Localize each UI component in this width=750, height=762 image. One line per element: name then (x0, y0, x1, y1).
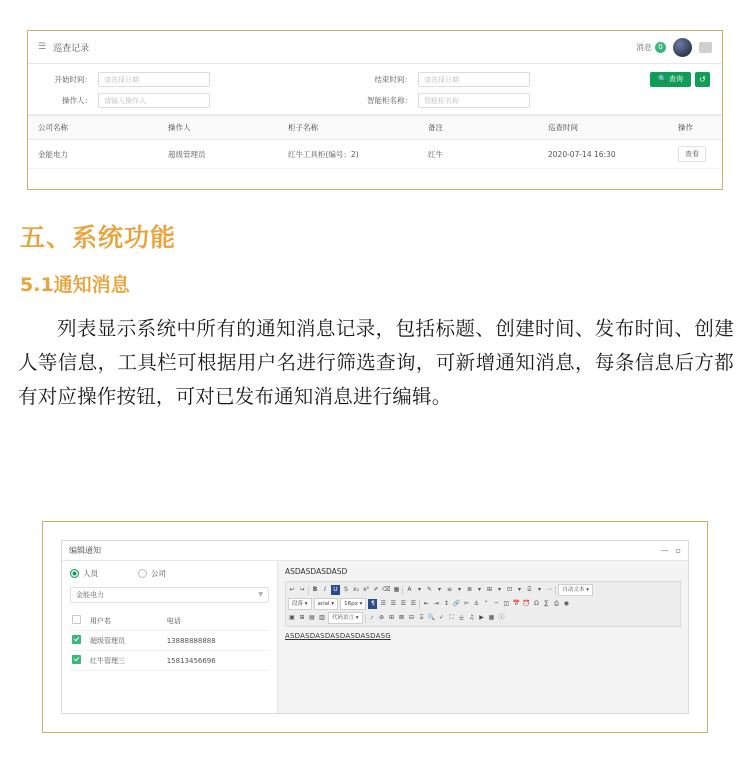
table-row (70, 651, 269, 671)
align-justify-icon[interactable]: ☰ (410, 600, 417, 607)
cabinet-name-input[interactable]: 智能柜名称 (418, 93, 530, 108)
paragraph-style-value: 段落 ▾ (292, 601, 308, 607)
insert-image-icon[interactable]: ▣ (289, 614, 295, 621)
editor-doc-title: ASDASDASDASD (285, 567, 348, 576)
editor-content[interactable]: ASDASDASDASDASDASDASG (285, 632, 391, 640)
radio-unselected-icon (138, 569, 147, 578)
checkbox-select-all[interactable] (72, 615, 81, 624)
th-time: 巡查时间 (538, 116, 668, 140)
italic-icon[interactable]: I (324, 586, 326, 593)
company-select[interactable] (70, 587, 269, 603)
radio-person[interactable] (70, 568, 98, 579)
filter-bar (28, 64, 722, 115)
cell-cabinet: 红牛工具柜(编号：2) (278, 140, 418, 169)
operator-input[interactable]: 请输入操作人 (98, 93, 210, 108)
th-select-all[interactable] (70, 611, 88, 631)
music-icon[interactable]: ♫ (468, 614, 475, 621)
highlight-color-icon[interactable]: ▦ (393, 586, 400, 593)
indent-decrease-icon[interactable]: ⇤ (423, 600, 429, 607)
bold-icon[interactable]: B (312, 586, 318, 593)
cell-time: 2020-07-14 16:30 (538, 140, 668, 169)
split-cells-icon[interactable]: ⊛ (379, 614, 385, 621)
cell-username: 红牛管理三 (88, 651, 165, 671)
dialog-title-bar (62, 541, 688, 561)
filter-row-2 (40, 93, 710, 108)
app-icon[interactable] (699, 42, 712, 53)
th-remark: 备注 (418, 116, 538, 140)
editor-toolbar (285, 581, 681, 627)
app-top-bar (28, 31, 722, 64)
end-time-label: 结束时间： (374, 75, 412, 84)
recipient-type-radios (70, 568, 269, 579)
cell-phone: 15813456696 (165, 651, 269, 671)
font-family-value: arial ▾ (317, 601, 335, 607)
sub-heading: 5.1通知消息 (20, 274, 130, 296)
anchor-icon[interactable]: ⚓ (473, 600, 480, 607)
separator (402, 586, 403, 595)
end-time-input[interactable]: 请选择日期 (418, 72, 530, 87)
body-paragraph: 列表显示系统中所有的通知消息记录，包括标题、创建时间、发布时间、创建人等信息，工具栏可根据用户名进行筛选查询，可新增通知消息，每条信息后方都有对应操作按钮，可对已发布通知消息进行编辑。 (18, 317, 734, 408)
chevron-down-icon[interactable]: ▾ (417, 586, 421, 593)
video-icon[interactable]: ▶ (479, 614, 484, 621)
font-size-value: 16px ▾ (344, 601, 363, 607)
special-char-icon[interactable]: Ω (534, 600, 539, 607)
delete-row-icon[interactable]: ⊟ (409, 614, 415, 621)
help-icon[interactable]: ⓘ (498, 614, 505, 621)
operator-label: 操作人： (62, 96, 92, 105)
search-button[interactable]: 🔍 查询 (650, 72, 691, 87)
autotext-select-value: 自动文本 ▾ (562, 587, 589, 593)
formula-icon[interactable]: ∑ (544, 600, 549, 607)
insert-row-icon[interactable]: ⊞ (389, 614, 395, 621)
insert-chart-icon[interactable]: ▥ (319, 614, 325, 621)
company-select-value: 金能电力 (76, 591, 104, 599)
insert-map-icon[interactable]: ▤ (309, 614, 315, 621)
strikethrough-icon[interactable]: S (344, 586, 348, 593)
hamburger-icon[interactable]: ☰ (38, 41, 47, 52)
align-center-icon[interactable]: ☰ (390, 600, 397, 607)
view-button[interactable]: 查看 (678, 146, 706, 162)
message-label-text: 消息 (636, 42, 652, 52)
template-icon[interactable]: ▦ (488, 614, 495, 621)
screenshot-edit-notification (42, 521, 708, 733)
radio-person-label: 人员 (83, 569, 98, 578)
print-icon[interactable]: ⎙ (553, 600, 559, 607)
paragraph-style-select[interactable] (288, 598, 312, 610)
radio-selected-icon (70, 569, 79, 578)
text-background-icon[interactable]: ✎ (426, 586, 432, 593)
cell-checkbox[interactable] (70, 631, 88, 651)
chevron-down-icon: ▼ (258, 591, 263, 598)
message-label[interactable] (636, 42, 666, 53)
th-action: 操作 (668, 116, 722, 140)
toolbar-row-3 (288, 612, 678, 624)
chevron-down-icon[interactable]: ▾ (477, 586, 481, 593)
radio-company-label: 公司 (151, 569, 166, 578)
th-username: 用户名 (88, 611, 165, 631)
indent-increase-icon[interactable]: ⇥ (433, 600, 439, 607)
avatar[interactable] (673, 38, 692, 57)
chevron-down-icon[interactable]: ▾ (537, 586, 541, 593)
insert-attachment-icon[interactable]: ⊞ (299, 614, 305, 621)
spellcheck-icon[interactable]: ✓ (439, 614, 445, 621)
minimize-icon[interactable]: — (660, 546, 669, 555)
cell-phone: 13888888888 (165, 631, 269, 651)
separator (555, 586, 556, 595)
section-heading: 五、系统功能 (20, 223, 177, 252)
merge-cells-icon[interactable]: ⍻ (369, 614, 374, 621)
chevron-down-icon[interactable]: ▾ (457, 586, 461, 593)
source-code-icon[interactable]: ⎒ (459, 614, 464, 621)
th-phone: 电话 (165, 611, 269, 631)
paragraph-mark-icon[interactable]: ¶ (368, 599, 377, 609)
superscript-icon[interactable]: x² (363, 586, 369, 593)
bullet-list-icon[interactable]: ≡ (446, 586, 452, 593)
quote-icon[interactable]: “ (484, 600, 488, 607)
table-properties-icon[interactable]: ⌻ (419, 614, 424, 621)
checkbox-row-checked[interactable] (72, 635, 81, 644)
cell-company: 金能电力 (28, 140, 158, 169)
cell-checkbox[interactable] (70, 651, 88, 671)
chevron-down-icon[interactable]: ▾ (497, 586, 501, 593)
th-company: 公司名称 (28, 116, 158, 140)
more-options-icon[interactable]: ⋯ (546, 586, 553, 593)
cabinet-name-label: 智能柜名称： (367, 96, 412, 105)
preview-icon[interactable]: ◉ (563, 600, 569, 607)
start-time-input[interactable]: 请选择日期 (98, 72, 210, 87)
insert-time-icon[interactable]: ⏰ (522, 600, 531, 607)
search-button-label: 查询 (669, 75, 683, 83)
layout-icon[interactable]: ⌸ (527, 586, 532, 593)
window-controls (661, 546, 681, 555)
editor-panel (278, 561, 688, 713)
subscript-icon[interactable]: x₂ (353, 586, 359, 593)
numbered-list-icon[interactable]: ≣ (466, 586, 472, 593)
autotext-select[interactable] (558, 584, 593, 596)
font-size-select[interactable] (340, 598, 366, 610)
code-language-select[interactable] (328, 612, 363, 624)
insert-object-icon[interactable]: ⊡ (506, 586, 512, 593)
align-left-icon[interactable]: ☰ (380, 600, 387, 607)
checkbox-row-checked[interactable] (72, 655, 81, 664)
insert-column-icon[interactable]: ⊠ (399, 614, 405, 621)
cell-action (668, 140, 722, 169)
horizontal-rule-icon[interactable]: ─ (494, 600, 499, 607)
separator (308, 586, 309, 595)
insert-date-icon[interactable]: 📅 (512, 600, 521, 607)
filter-row-1 (40, 72, 710, 87)
table-icon[interactable]: ⊞ (486, 586, 492, 593)
start-time-label: 开始时间： (54, 75, 92, 84)
cell-username: 超级管理员 (88, 631, 165, 651)
cell-operator: 超级管理员 (158, 140, 278, 169)
page-break-icon[interactable]: ◫ (503, 600, 510, 607)
cell-remark: 红牛 (418, 140, 538, 169)
fullscreen-icon[interactable]: ⛶ (449, 614, 454, 621)
underline-icon[interactable]: U (331, 585, 340, 595)
records-table (28, 115, 722, 169)
clear-format-icon[interactable]: ⌫ (382, 586, 391, 593)
recipient-panel (62, 561, 278, 713)
separator (365, 614, 366, 623)
chevron-down-icon[interactable]: ▾ (517, 586, 521, 593)
page-title: 巡查记录 (53, 43, 90, 54)
font-color-icon[interactable]: A (407, 586, 412, 593)
screenshot-inspection-records (27, 30, 723, 190)
code-language-value: 代码语言 ▾ (332, 615, 359, 621)
dialog-body (62, 561, 688, 713)
table-header-row (28, 116, 722, 140)
separator (419, 600, 420, 609)
th-cabinet: 柜子名称 (278, 116, 418, 140)
align-right-icon[interactable]: ☰ (400, 600, 407, 607)
recipient-table (70, 611, 269, 671)
maximize-icon[interactable]: ▫ (675, 546, 681, 555)
reset-button[interactable]: ↺ (695, 72, 710, 87)
search-icon[interactable]: 🔍 (427, 614, 436, 621)
message-count-badge: 0 (655, 42, 666, 53)
toolbar-row-2 (288, 598, 678, 610)
remove-link-icon[interactable]: ✂ (463, 600, 469, 607)
undo-icon[interactable]: ↩ (289, 586, 295, 593)
toolbar-row-1 (288, 584, 678, 596)
redo-icon[interactable]: ↪ (299, 586, 305, 593)
radio-company[interactable] (138, 568, 166, 579)
top-bar-right (636, 38, 712, 57)
dialog-title: 编辑通知 (69, 546, 101, 555)
chevron-down-icon[interactable]: ▾ (437, 586, 441, 593)
font-family-select[interactable] (314, 598, 339, 610)
table-row (70, 631, 269, 651)
recipient-header-row (70, 611, 269, 631)
insert-link-icon[interactable]: 🔗 (452, 600, 461, 607)
line-height-icon[interactable]: ↕ (443, 600, 449, 607)
table-row (28, 140, 722, 169)
dialog-edit-notification (61, 540, 689, 714)
filter-buttons (650, 72, 710, 87)
th-operator: 操作人 (158, 116, 278, 140)
brush-icon[interactable]: ✐ (373, 586, 379, 593)
